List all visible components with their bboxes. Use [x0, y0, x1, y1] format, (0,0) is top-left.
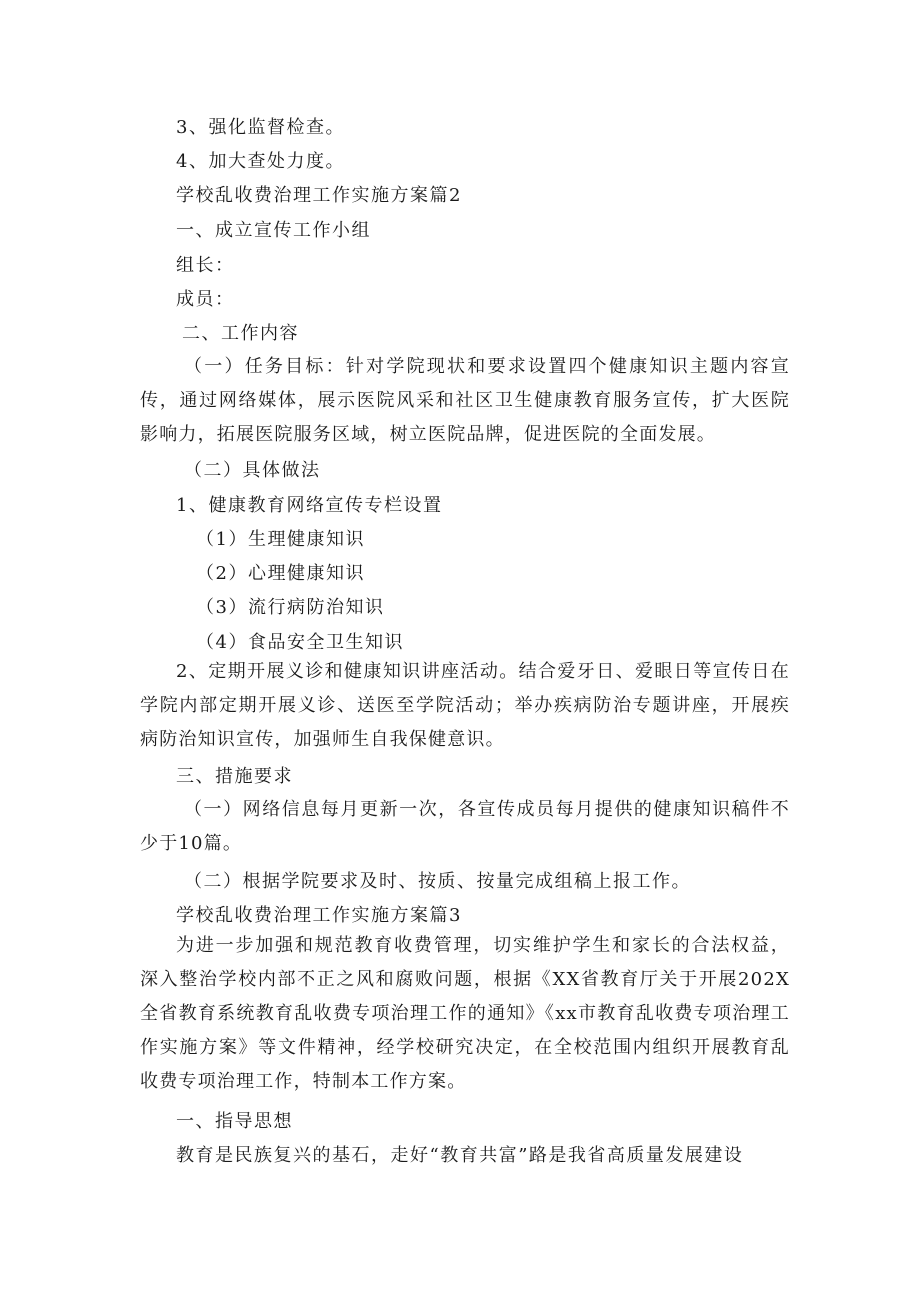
- heading-work-content: 二、工作内容: [182, 323, 299, 344]
- heading-specific-methods: （二）具体做法: [184, 460, 321, 481]
- item-increase-penalties: 4、加大查处力度。: [176, 151, 345, 172]
- paragraph-clinics-lectures: 2、定期开展义诊和健康知识讲座活动。结合爱牙日、爱眼日等宣传日在学院内部定期开展义诊、送医至学院活动；举办疾病防治专题讲座，开展疾病防治知识宣传，加强师生自我保健意识。: [140, 661, 790, 750]
- item-mental-health: （2）心理健康知识: [196, 563, 365, 584]
- paragraph-submission: （二）根据学院要求及时、按质、按量完成组稿上报工作。: [184, 871, 691, 892]
- item-network-column: 1、健康教育网络宣传专栏设置: [176, 495, 443, 516]
- label-group-leader: 组长：: [176, 255, 235, 276]
- paragraph-fee-governance: 为进一步加强和规范教育收费管理，切实维护学生和家长的合法权益，深入整治学校内部不正之风和腐败问题，根据《XX省教育厅关于开展202X全省教育系统教育乱收费专项治理工作的通知》《xx市教育乱收费专项治理工作实施方案》等文件精神，经学校研究决定，在全校范围内组织开展教育乱收费专项治理工作，特制本工作方案。: [140, 935, 790, 1092]
- paragraph-monthly-update: （一）网络信息每月更新一次，各宣传成员每月提供的健康知识稿件不少于10篇。: [140, 799, 790, 854]
- paragraph-education-foundation: 教育是民族复兴的基石，走好“教育共富”路是我省高质量发展建设: [176, 1145, 744, 1166]
- section-title-part3: 学校乱收费治理工作实施方案篇3: [176, 905, 462, 926]
- item-epidemic-prevention: （3）流行病防治知识: [196, 597, 385, 618]
- paragraph-task-goal: （一）任务目标：针对学院现状和要求设置四个健康知识主题内容宣传，通过网络媒体，展示医院风采和社区卫生健康教育服务宣传，扩大医院影响力，拓展医院服务区域，树立医院品牌，促进医院的全面发展。: [140, 356, 790, 445]
- heading-form-group: 一、成立宣传工作小组: [176, 220, 371, 241]
- item-food-safety: （4）食品安全卫生知识: [196, 632, 404, 653]
- item-physiological-health: （1）生理健康知识: [196, 529, 365, 550]
- label-members: 成员：: [176, 289, 235, 310]
- heading-guiding-ideology: 一、指导思想: [176, 1111, 293, 1132]
- item-strengthen-supervision: 3、强化监督检查。: [176, 117, 345, 138]
- heading-measures: 三、措施要求: [176, 766, 293, 787]
- section-title-part2: 学校乱收费治理工作实施方案篇2: [176, 185, 462, 206]
